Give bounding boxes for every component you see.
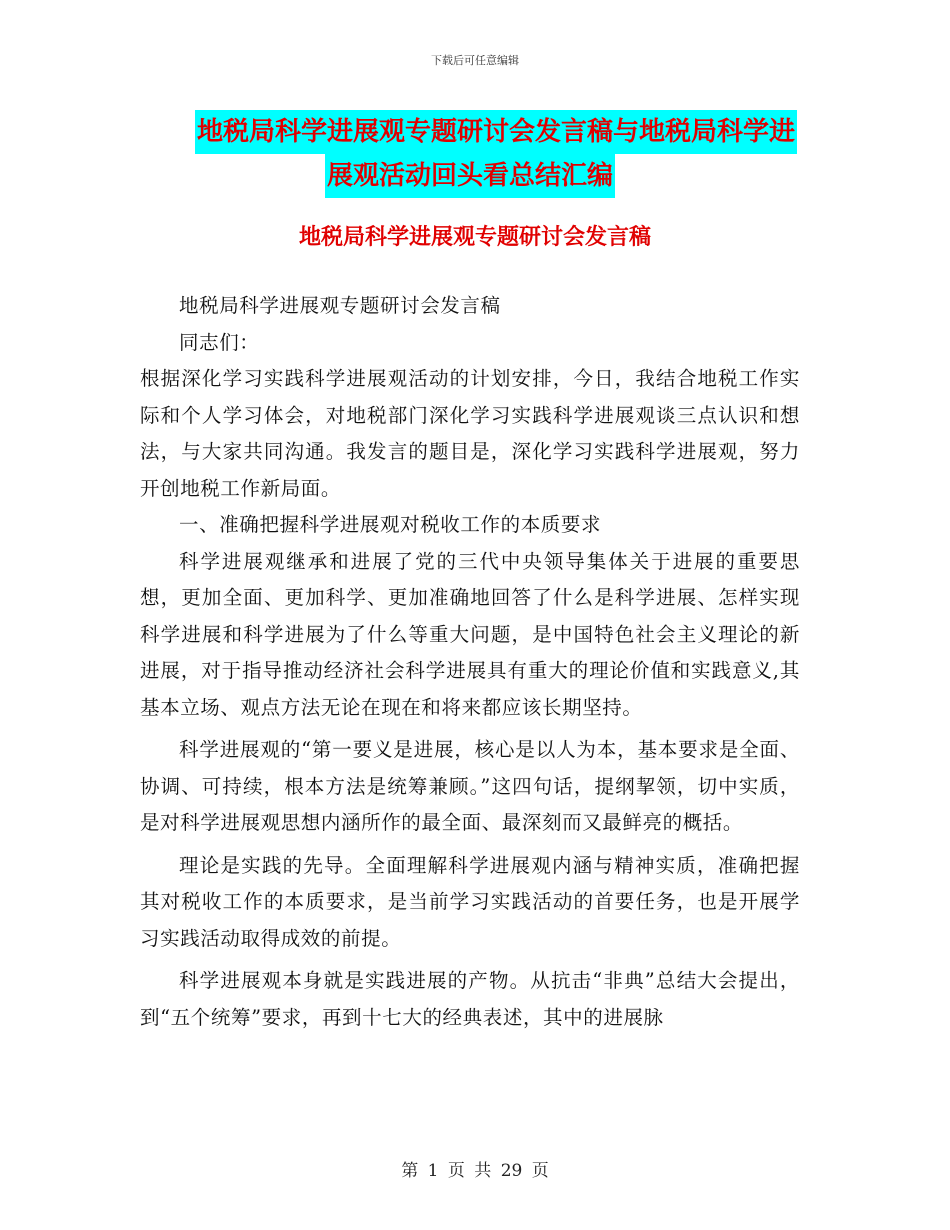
paragraph-section-heading: 一、准确把握科学进展观对税收工作的本质要求 [179,513,602,536]
main-title-line-1: 地税局科学进展观专题研讨会发言稿与地税局科学进 [195,110,797,154]
document-body [140,288,800,1036]
paragraph-salutation: 同志们： [179,330,260,354]
paragraph-heading-repeat: 地税局科学进展观专题研讨会发言稿 [179,294,501,317]
paragraph: 科学进展观本身就是实践进展的产物。从抗击“非典”总结大会提出，到“五个统筹”要求，再到十七大的经典表述，其中的进展脉 [140,969,800,1029]
paragraph: 科学进展观继承和进展了党的三代中央领导集体关于进展的重要思想，更加全面、更加科学、更加准确地回答了什么是科学进展、怎样实现科学进展和科学进展为了什么等重大问题，是中国特色社会主义理论的新进展，对于指导推动经济社会科学进展具有重大的理论价值和实践意义,其基本立场、观点方法无论在现在和将来都应该长期坚持。 [140,549,800,719]
section-title: 地税局科学进展观专题研讨会发言稿 [298,225,651,250]
page-header-note: 下载后可任意编辑 [431,54,519,67]
paragraph: 科学进展观的“第一要义是进展，核心是以人为本，基本要求是全面、协调、可持续，根本方法是统筹兼顾。”这四句话，提纲挈领，切中实质，是对科学进展观思想内涵所作的最全面、最深刻而又最鲜亮的概括。 [140,738,800,834]
paragraph-intro: 根据深化学习实践科学进展观活动的计划安排，今日，我结合地税工作实际和个人学习体会，对地税部门深化学习实践科学进展观谈三点认识和想法，与大家共同沟通。我发言的题目是，深化学习实践科学进展观，努力开创地税工作新局面。 [140,367,800,500]
paragraph: 理论是实践的先导。全面理解科学进展观内涵与精神实质，准确把握其对税收工作的本质要求，是当前学习实践活动的首要任务，也是开展学习实践活动取得成效的前提。 [140,853,800,950]
main-title-line-2: 展观活动回头看总结汇编 [325,154,615,198]
page-number-footer: 第 1 页 共 29 页 [401,1161,549,1181]
